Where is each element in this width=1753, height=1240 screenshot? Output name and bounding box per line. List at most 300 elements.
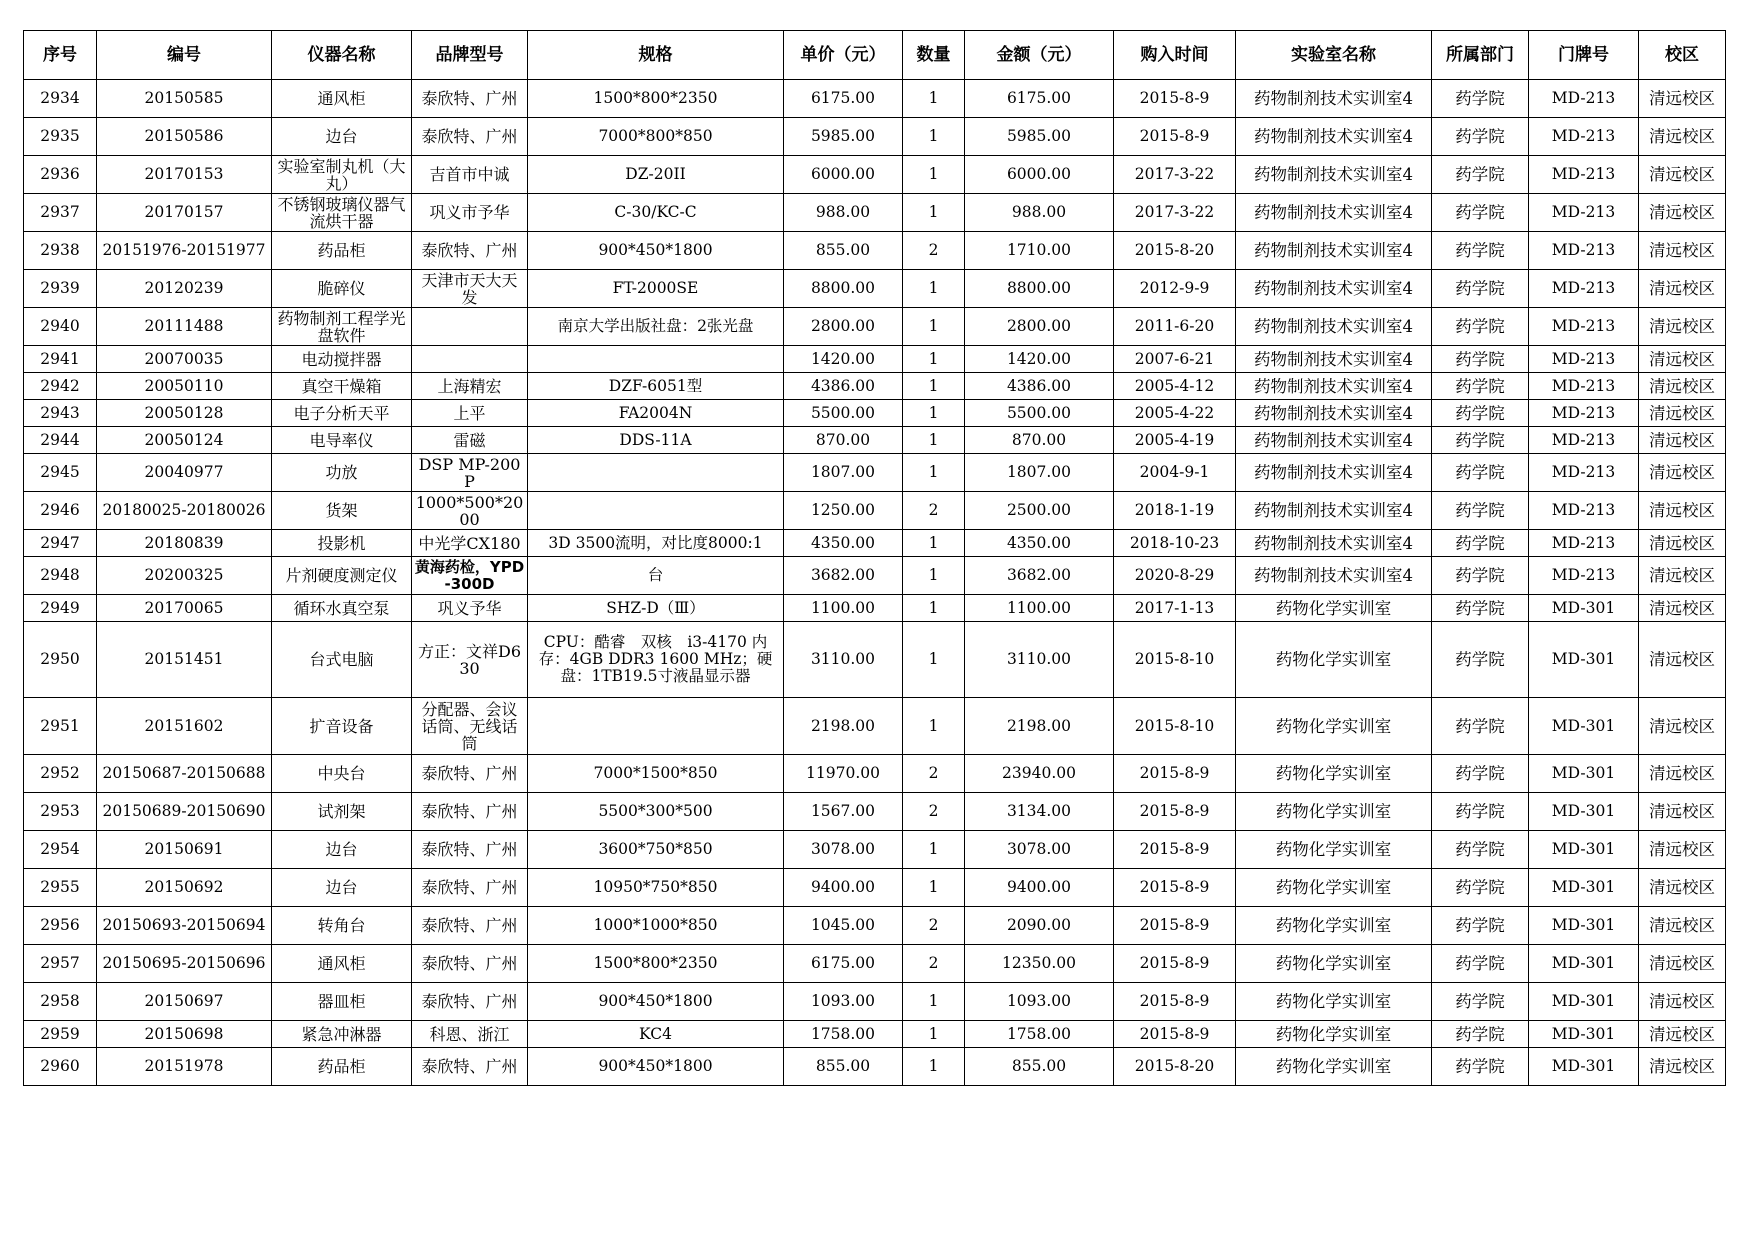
- cell-spec: [528, 1021, 784, 1048]
- cell-name: [272, 945, 412, 983]
- cell-campus: [1639, 1048, 1726, 1086]
- cell-lab: [1236, 492, 1432, 530]
- cell-brand: [412, 831, 528, 869]
- cell-name-text: 投影机: [317, 534, 366, 552]
- cell-room-text: MD-213: [1551, 318, 1616, 335]
- cell-seq-text: 2950: [40, 651, 80, 668]
- cell-campus: [1639, 373, 1726, 400]
- cell-campus-text: 清远校区: [1649, 993, 1715, 1010]
- cell-brand: [412, 595, 528, 622]
- cell-dept: [1432, 869, 1529, 907]
- cell-brand-text: 上海精宏: [437, 377, 502, 395]
- cell-seq-text: 2951: [40, 717, 80, 735]
- cell-dept: [1432, 595, 1529, 622]
- cell-date: [1114, 945, 1236, 983]
- cell-seq-text: 2941: [40, 350, 80, 368]
- cell-dept-text: 药学院: [1455, 717, 1505, 735]
- cell-lab-text: 药物制剂技术实训室4: [1254, 404, 1413, 422]
- cell-lab: [1236, 622, 1432, 698]
- cell-date-text: 2012-9-9: [1139, 280, 1210, 297]
- cell-dept: [1432, 945, 1529, 983]
- cell-seq-text: 2936: [40, 166, 80, 183]
- cell-lab-text: 药物化学实训室: [1275, 803, 1392, 820]
- cell-amount-text: 1420.00: [1006, 350, 1072, 368]
- cell-lab-text: 药物化学实训室: [1275, 765, 1392, 782]
- cell-brand-text: 1000*500*2000: [415, 493, 524, 528]
- cell-price: [784, 983, 903, 1021]
- cell-price: [784, 118, 903, 156]
- cell-dept-text: 药学院: [1455, 502, 1505, 519]
- cell-date-text: 2015-8-20: [1134, 242, 1215, 259]
- cell-qty-text: 1: [928, 204, 939, 221]
- table-row: [24, 80, 1726, 118]
- cell-price-text: 4386.00: [810, 377, 876, 395]
- cell-spec: [528, 907, 784, 945]
- cell-qty-text: 1: [928, 1025, 939, 1043]
- cell-seq: [24, 622, 97, 698]
- cell-code-text: 20120239: [144, 280, 224, 297]
- cell-price: [784, 907, 903, 945]
- cell-room-text: MD-301: [1551, 917, 1616, 934]
- cell-spec-text: KC4: [639, 1025, 672, 1043]
- cell-date: [1114, 156, 1236, 194]
- cell-campus-text: 清远校区: [1649, 431, 1715, 449]
- cell-date-text: 2015-8-9: [1139, 955, 1210, 972]
- cell-lab-text: 药物制剂技术实训室4: [1254, 534, 1413, 552]
- cell-spec-text: 7000*800*850: [598, 128, 713, 145]
- cell-name-text: 电动搅拌器: [301, 350, 382, 368]
- cell-spec: [528, 118, 784, 156]
- cell-room-text: MD-213: [1551, 502, 1616, 519]
- cell-spec-text: 3600*750*850: [598, 841, 713, 858]
- cell-spec: [528, 945, 784, 983]
- cell-lab: [1236, 869, 1432, 907]
- cell-amount-text: 4350.00: [1006, 534, 1072, 552]
- cell-price: [784, 232, 903, 270]
- cell-code: [97, 80, 272, 118]
- cell-campus: [1639, 232, 1726, 270]
- cell-qty: [903, 1048, 965, 1086]
- cell-spec-text: 台: [647, 567, 664, 584]
- cell-qty: [903, 1021, 965, 1048]
- cell-campus-text: 清远校区: [1649, 166, 1715, 183]
- cell-brand-text: 黄海药检，YPD-300D: [414, 558, 525, 593]
- cell-qty: [903, 232, 965, 270]
- cell-spec: [528, 622, 784, 698]
- cell-qty: [903, 118, 965, 156]
- cell-spec: [528, 698, 784, 755]
- cell-dept-text: 药学院: [1455, 534, 1505, 552]
- cell-price-text: 855.00: [815, 1058, 871, 1075]
- cell-seq-text: 2935: [40, 128, 80, 145]
- cell-name: [272, 831, 412, 869]
- cell-price-text: 8800.00: [810, 280, 876, 297]
- header-spec: 规格: [528, 31, 784, 80]
- cell-dept: [1432, 373, 1529, 400]
- cell-room-text: MD-213: [1551, 534, 1616, 552]
- cell-room: [1529, 373, 1639, 400]
- cell-room: [1529, 80, 1639, 118]
- cell-qty-text: 1: [928, 431, 939, 449]
- cell-name: [272, 869, 412, 907]
- cell-price: [784, 454, 903, 492]
- cell-spec-text: 1500*800*2350: [593, 90, 718, 107]
- cell-campus-text: 清远校区: [1649, 502, 1715, 519]
- cell-room-text: MD-213: [1551, 128, 1616, 145]
- cell-amount-text: 1710.00: [1006, 242, 1072, 259]
- cell-name-text: 边台: [325, 841, 358, 858]
- cell-seq: [24, 755, 97, 793]
- cell-code-text: 20150695-20150696: [102, 955, 266, 972]
- cell-brand-text: 泰欣特、广州: [421, 879, 518, 896]
- cell-dept-text: 药学院: [1455, 567, 1505, 584]
- cell-name-text: 通风柜: [317, 955, 366, 972]
- cell-campus: [1639, 308, 1726, 346]
- cell-room-text: MD-301: [1551, 803, 1616, 820]
- cell-room-text: MD-301: [1551, 841, 1616, 858]
- cell-code-text: 20150692: [144, 879, 224, 896]
- cell-spec: [528, 454, 784, 492]
- cell-amount: [965, 755, 1114, 793]
- cell-spec: [528, 983, 784, 1021]
- cell-brand-text: 吉首市中诚: [429, 166, 510, 183]
- cell-amount: [965, 1048, 1114, 1086]
- cell-qty: [903, 346, 965, 373]
- cell-code-text: 20050128: [144, 404, 224, 422]
- table-row: [24, 194, 1726, 232]
- cell-lab: [1236, 1021, 1432, 1048]
- header-row: [24, 31, 1726, 80]
- cell-brand-text: 分配器、会议话筒、无线话筒: [421, 700, 518, 752]
- cell-date-text: 2015-8-9: [1139, 879, 1210, 896]
- cell-code-text: 20180025-20180026: [102, 502, 266, 519]
- cell-amount-text: 5500.00: [1006, 404, 1072, 422]
- cell-date: [1114, 557, 1236, 595]
- cell-price: [784, 793, 903, 831]
- cell-amount-text: 8800.00: [1006, 280, 1072, 297]
- cell-brand-text: 泰欣特、广州: [421, 803, 518, 820]
- cell-lab-text: 药物化学实训室: [1275, 879, 1392, 896]
- cell-seq-text: 2943: [40, 404, 80, 422]
- cell-campus-text: 清远校区: [1649, 1025, 1715, 1043]
- cell-seq: [24, 595, 97, 622]
- cell-qty: [903, 373, 965, 400]
- cell-code: [97, 907, 272, 945]
- cell-code: [97, 530, 272, 557]
- cell-date: [1114, 427, 1236, 454]
- header-qty: 数量: [903, 31, 965, 80]
- cell-price: [784, 1048, 903, 1086]
- cell-qty-text: 2: [928, 502, 939, 519]
- cell-seq-text: 2948: [40, 567, 80, 584]
- cell-dept: [1432, 400, 1529, 427]
- cell-spec: [528, 373, 784, 400]
- cell-code-text: 20150698: [144, 1025, 224, 1043]
- cell-lab: [1236, 194, 1432, 232]
- cell-dept: [1432, 232, 1529, 270]
- header-lab: 实验室名称: [1236, 31, 1432, 80]
- cell-room: [1529, 755, 1639, 793]
- cell-brand-text: 泰欣特、广州: [421, 242, 518, 259]
- cell-dept-text: 药学院: [1455, 651, 1505, 668]
- table-row: [24, 427, 1726, 454]
- cell-name: [272, 194, 412, 232]
- cell-name: [272, 232, 412, 270]
- cell-code-text: 20150697: [144, 993, 224, 1010]
- cell-date: [1114, 1048, 1236, 1086]
- cell-lab-text: 药物制剂技术实训室4: [1254, 204, 1413, 221]
- cell-lab: [1236, 400, 1432, 427]
- cell-spec: [528, 557, 784, 595]
- cell-qty: [903, 831, 965, 869]
- cell-spec: [528, 492, 784, 530]
- cell-date: [1114, 907, 1236, 945]
- cell-date: [1114, 373, 1236, 400]
- cell-seq: [24, 698, 97, 755]
- cell-code: [97, 232, 272, 270]
- table-row: [24, 557, 1726, 595]
- cell-lab-text: 药物化学实训室: [1275, 717, 1392, 735]
- cell-date: [1114, 194, 1236, 232]
- cell-amount: [965, 530, 1114, 557]
- cell-lab-text: 药物制剂技术实训室4: [1254, 318, 1413, 335]
- cell-dept: [1432, 194, 1529, 232]
- cell-brand: [412, 118, 528, 156]
- cell-date: [1114, 1021, 1236, 1048]
- cell-name: [272, 698, 412, 755]
- cell-amount-text: 4386.00: [1006, 377, 1072, 395]
- cell-brand: [412, 983, 528, 1021]
- cell-room-text: MD-213: [1551, 567, 1616, 584]
- cell-code: [97, 492, 272, 530]
- cell-spec-text: C-30/KC-C: [614, 204, 697, 221]
- cell-name: [272, 400, 412, 427]
- cell-amount: [965, 427, 1114, 454]
- cell-campus-text: 清远校区: [1649, 318, 1715, 335]
- cell-campus-text: 清远校区: [1649, 534, 1715, 552]
- cell-lab: [1236, 698, 1432, 755]
- cell-code: [97, 983, 272, 1021]
- cell-code-text: 20111488: [144, 318, 224, 335]
- cell-date-text: 2015-8-10: [1134, 651, 1215, 668]
- cell-room-text: MD-301: [1551, 879, 1616, 896]
- cell-seq-text: 2958: [40, 993, 80, 1010]
- cell-qty-text: 1: [928, 717, 939, 735]
- cell-name: [272, 1048, 412, 1086]
- cell-date-text: 2005-4-19: [1134, 431, 1215, 449]
- cell-amount-text: 1093.00: [1006, 993, 1072, 1010]
- cell-brand: [412, 945, 528, 983]
- cell-dept-text: 药学院: [1455, 841, 1505, 858]
- cell-date: [1114, 270, 1236, 308]
- cell-spec: [528, 194, 784, 232]
- cell-room-text: MD-213: [1551, 204, 1616, 221]
- cell-name-text: 药品柜: [317, 1058, 366, 1075]
- cell-room-text: MD-213: [1551, 404, 1616, 422]
- cell-lab-text: 药物制剂技术实训室4: [1254, 350, 1413, 368]
- cell-room: [1529, 557, 1639, 595]
- cell-brand: [412, 346, 528, 373]
- cell-price-text: 5985.00: [810, 128, 876, 145]
- cell-qty: [903, 755, 965, 793]
- cell-amount: [965, 622, 1114, 698]
- cell-campus: [1639, 530, 1726, 557]
- cell-date-text: 2011-6-20: [1134, 318, 1215, 335]
- cell-amount: [965, 945, 1114, 983]
- cell-brand-text: 巩义予华: [437, 599, 502, 617]
- table-row: [24, 983, 1726, 1021]
- cell-code: [97, 793, 272, 831]
- cell-spec-text: DDS-11A: [619, 431, 692, 449]
- cell-seq: [24, 831, 97, 869]
- cell-seq: [24, 983, 97, 1021]
- cell-date: [1114, 80, 1236, 118]
- cell-spec-text: 900*450*1800: [598, 993, 713, 1010]
- cell-brand: [412, 1048, 528, 1086]
- cell-price-text: 9400.00: [810, 879, 876, 896]
- cell-name: [272, 270, 412, 308]
- cell-seq: [24, 492, 97, 530]
- cell-seq: [24, 156, 97, 194]
- cell-seq-text: 2955: [40, 879, 80, 896]
- cell-code: [97, 755, 272, 793]
- cell-dept: [1432, 983, 1529, 1021]
- cell-amount-text: 9400.00: [1006, 879, 1072, 896]
- cell-campus: [1639, 622, 1726, 698]
- cell-campus: [1639, 869, 1726, 907]
- cell-campus-text: 清远校区: [1649, 567, 1715, 584]
- cell-code: [97, 831, 272, 869]
- header-date: 购入时间: [1114, 31, 1236, 80]
- cell-amount: [965, 869, 1114, 907]
- cell-amount-text: 6175.00: [1006, 90, 1072, 107]
- cell-room-text: MD-301: [1551, 1058, 1616, 1075]
- cell-seq-text: 2937: [40, 204, 80, 221]
- cell-dept-text: 药学院: [1455, 993, 1505, 1010]
- cell-dept: [1432, 427, 1529, 454]
- cell-code: [97, 698, 272, 755]
- cell-room: [1529, 945, 1639, 983]
- cell-spec-text: 南京大学出版社盘：2张光盘: [557, 318, 754, 335]
- cell-name-text: 器皿柜: [317, 993, 366, 1010]
- cell-spec: [528, 869, 784, 907]
- cell-lab: [1236, 557, 1432, 595]
- cell-seq-text: 2952: [40, 765, 80, 782]
- cell-room: [1529, 427, 1639, 454]
- cell-dept-text: 药学院: [1455, 242, 1505, 259]
- cell-price-text: 1250.00: [810, 502, 876, 519]
- cell-dept-text: 药学院: [1455, 431, 1505, 449]
- cell-code-text: 20150586: [144, 128, 224, 145]
- cell-name: [272, 492, 412, 530]
- cell-code: [97, 595, 272, 622]
- cell-code-text: 20070035: [144, 350, 224, 368]
- cell-price-text: 4350.00: [810, 534, 876, 552]
- cell-name-text: 药品柜: [317, 242, 366, 259]
- cell-amount-text: 3682.00: [1006, 567, 1072, 584]
- cell-brand: [412, 557, 528, 595]
- cell-lab: [1236, 1048, 1432, 1086]
- table-row: [24, 698, 1726, 755]
- cell-brand: [412, 755, 528, 793]
- cell-seq: [24, 427, 97, 454]
- cell-dept: [1432, 1021, 1529, 1048]
- cell-lab: [1236, 983, 1432, 1021]
- cell-brand: [412, 622, 528, 698]
- cell-price-text: 2198.00: [810, 717, 876, 735]
- cell-name: [272, 80, 412, 118]
- cell-campus: [1639, 194, 1726, 232]
- cell-lab: [1236, 595, 1432, 622]
- cell-dept: [1432, 156, 1529, 194]
- cell-qty-text: 1: [928, 166, 939, 183]
- cell-date-text: 2015-8-9: [1139, 90, 1210, 107]
- cell-dept-text: 药学院: [1455, 280, 1505, 297]
- cell-lab: [1236, 945, 1432, 983]
- cell-brand: [412, 698, 528, 755]
- cell-name-text: 中央台: [317, 765, 366, 782]
- cell-room-text: MD-301: [1551, 955, 1616, 972]
- cell-brand-text: 巩义市予华: [429, 204, 510, 221]
- cell-campus: [1639, 698, 1726, 755]
- cell-lab: [1236, 232, 1432, 270]
- cell-room-text: MD-213: [1551, 377, 1616, 395]
- cell-campus-text: 清远校区: [1649, 128, 1715, 145]
- cell-brand-text: 泰欣特、广州: [421, 765, 518, 782]
- cell-spec: [528, 400, 784, 427]
- cell-name: [272, 118, 412, 156]
- cell-name-text: 台式电脑: [309, 651, 374, 668]
- cell-code: [97, 270, 272, 308]
- cell-seq: [24, 1048, 97, 1086]
- cell-date: [1114, 595, 1236, 622]
- cell-qty: [903, 622, 965, 698]
- cell-amount: [965, 232, 1114, 270]
- cell-lab: [1236, 118, 1432, 156]
- cell-name: [272, 793, 412, 831]
- cell-spec: [528, 232, 784, 270]
- cell-price-text: 1093.00: [810, 993, 876, 1010]
- cell-seq-text: 2960: [40, 1058, 80, 1075]
- cell-brand: [412, 400, 528, 427]
- cell-amount-text: 1807.00: [1006, 464, 1072, 481]
- table-row: [24, 156, 1726, 194]
- cell-price-text: 11970.00: [806, 765, 880, 782]
- cell-date: [1114, 530, 1236, 557]
- cell-dept: [1432, 793, 1529, 831]
- cell-date-text: 2004-9-1: [1139, 464, 1210, 481]
- cell-amount-text: 1100.00: [1006, 599, 1072, 617]
- cell-dept: [1432, 492, 1529, 530]
- cell-brand: [412, 373, 528, 400]
- cell-lab: [1236, 530, 1432, 557]
- cell-brand-text: 方正：文祥D630: [417, 642, 521, 677]
- cell-room: [1529, 454, 1639, 492]
- cell-price: [784, 308, 903, 346]
- cell-room: [1529, 1048, 1639, 1086]
- header-amount: 金额（元）: [965, 31, 1114, 80]
- cell-room-text: MD-301: [1551, 599, 1616, 617]
- cell-qty: [903, 80, 965, 118]
- cell-spec: [528, 80, 784, 118]
- cell-dept: [1432, 346, 1529, 373]
- cell-name: [272, 530, 412, 557]
- cell-room: [1529, 793, 1639, 831]
- cell-amount: [965, 400, 1114, 427]
- cell-qty-text: 2: [928, 917, 939, 934]
- cell-qty: [903, 156, 965, 194]
- cell-amount: [965, 270, 1114, 308]
